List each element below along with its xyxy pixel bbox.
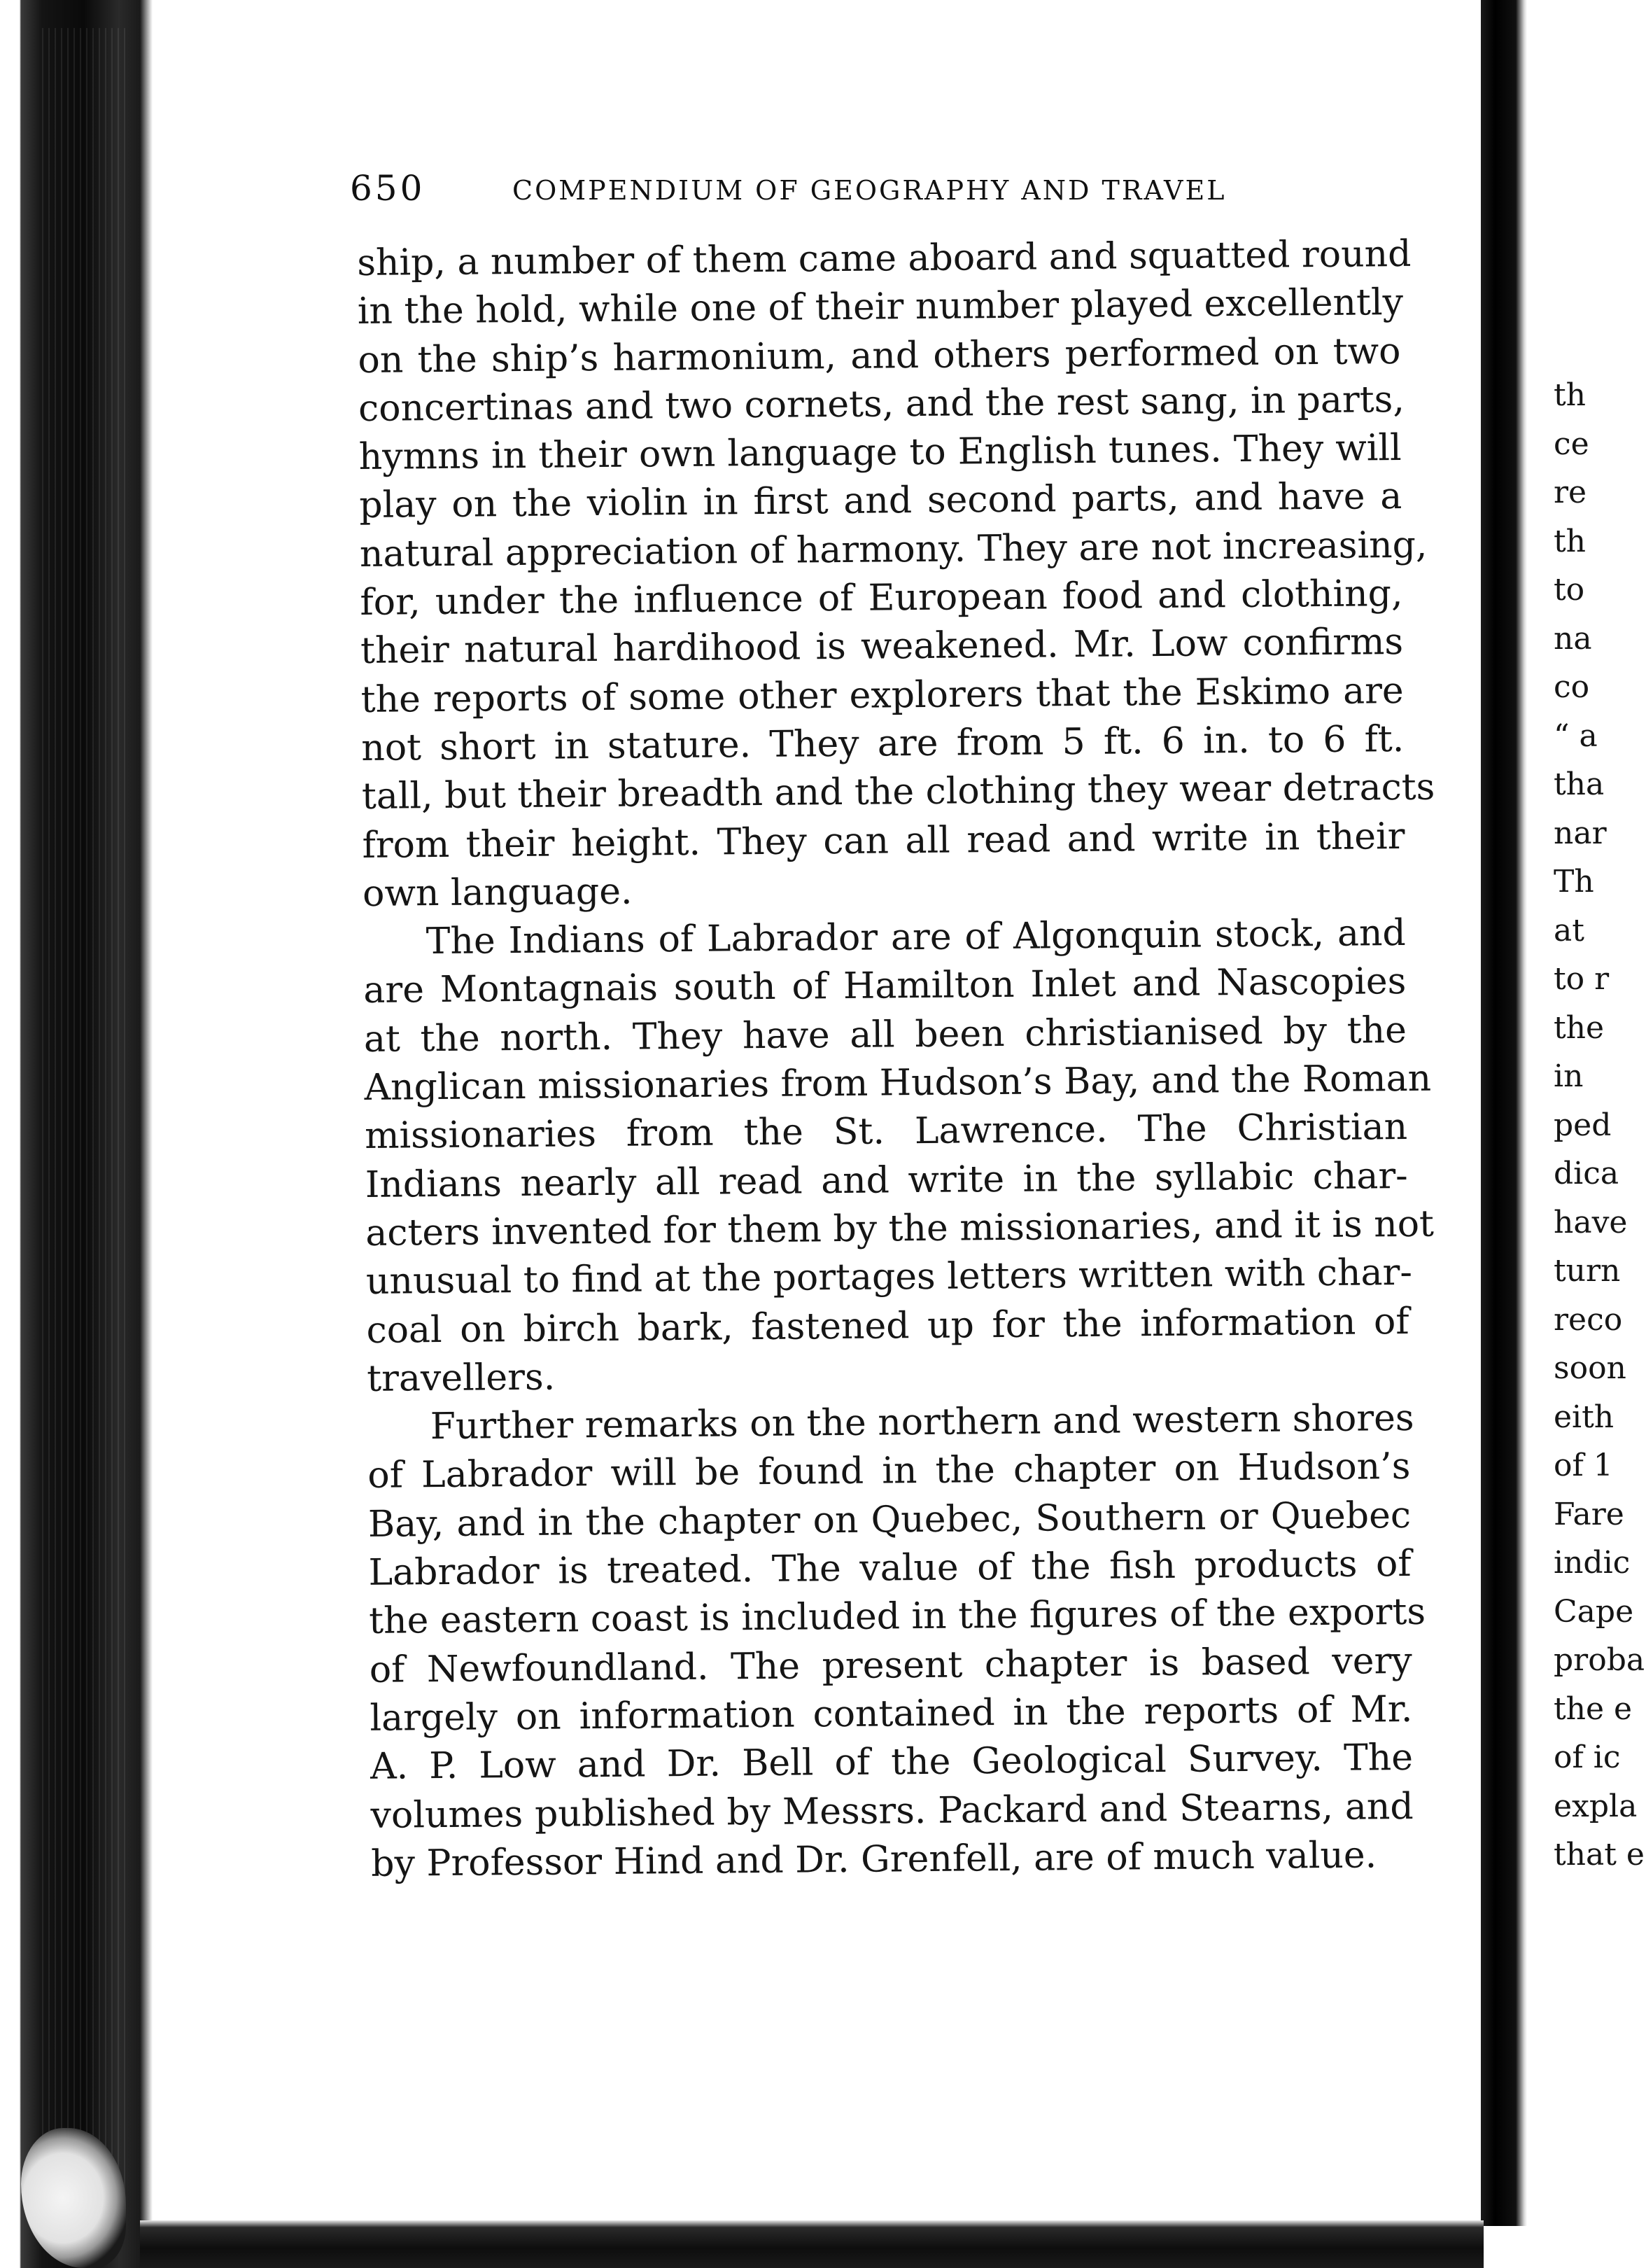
text-line: the reports of some other explorers that the Eskimo are [360,669,1404,721]
text-line: Bay, and in the chapter on Quebec, Southern or Quebec [367,1494,1412,1546]
facing-page-line: re [1554,475,1587,510]
facing-page-line: “ a [1554,718,1598,754]
facing-page-line: the e [1554,1690,1633,1727]
text-line: missionaries from the St. Lawrence. The Christian [364,1106,1408,1158]
text-line: acters invented for them by the missionaries, and it is not [365,1203,1435,1254]
text-line: from their height. They can all read and write in their [362,815,1405,867]
facing-page-line: eith [1554,1399,1615,1435]
page-gutter-shadow [1481,0,1527,2226]
facing-page-line: at [1554,912,1584,948]
text-line: Further remarks on the northern and western shores [430,1397,1414,1448]
facing-page-line: reco [1554,1301,1623,1338]
facing-page-line: expla [1554,1788,1638,1824]
facing-page-line: soon [1554,1350,1626,1386]
facing-page-line: ce [1554,426,1589,462]
facing-page-line: of 1 [1554,1448,1613,1483]
text-line: A. P. Low and Dr. Bell of the Geological Survey. The [370,1737,1414,1788]
text-line: hymns in their own language to English tunes. They will [358,427,1402,479]
text-line: their natural hardihood is weakened. Mr. Low confirms [360,621,1404,673]
facing-page-line: that e [1554,1837,1645,1872]
text-line: Indians nearly all read and write in the syllabic char- [365,1154,1408,1206]
text-line: not short in stature. They are from 5 ft. 6 in. to 6 ft. [361,718,1405,769]
facing-page-line: th [1554,523,1587,559]
text-line: of Labrador will be found in the chapter on Hudson’s [367,1446,1411,1497]
text-line: play on the violin in first and second parts, and have a [359,475,1402,527]
facing-page-line: indic [1554,1545,1631,1581]
text-line: for, under the influence of European food and clothing, [360,573,1403,624]
text-line: on the ship’s harmonium, and others performed on two [358,330,1401,382]
text-line: volumes published by Messrs. Packard and Stearns, and [370,1785,1414,1837]
page-header [350,168,1232,224]
text-line: coal on birch bark, fastened up for the information of [366,1300,1409,1352]
text-line: at the north. They have all been christianised by the [363,1009,1407,1060]
binding-page-stack [42,28,126,2198]
facing-page-line: in [1554,1058,1584,1094]
text-line: Labrador is treated. The value of the fish products of [368,1542,1412,1594]
facing-page-line: have [1554,1204,1628,1240]
text-line: own language. [362,870,633,915]
text-line: ship, a number of them came aboard and squatted round [357,232,1412,284]
facing-page-line: to r [1554,961,1610,997]
facing-page-line: the [1554,1009,1605,1046]
facing-page-line: of ic [1554,1740,1621,1775]
text-line: concertinas and two cornets, and the rest sang, in parts, [358,378,1405,430]
facing-page-line: to [1554,572,1585,608]
facing-page-line: na [1554,620,1592,657]
facing-page-line: proba [1554,1642,1645,1678]
text-line: in the hold, while one of their number played excellently [357,281,1404,333]
text-line: travellers. [366,1356,556,1400]
page-bottom-shadow [140,2220,1484,2268]
text-line: tall, but their breadth and the clothing they wear detracts [361,766,1435,818]
facing-page-line: tha [1554,766,1605,802]
facing-page-line: ped [1554,1107,1612,1143]
text-line: Anglican missionaries from Hudson’s Bay, and the Roman [364,1057,1432,1109]
facing-page-line: nar [1554,815,1607,851]
book-binding-edge [0,0,153,2268]
facing-page-fragment [1554,371,1646,1879]
text-line: unusual to find at the portages letters written with char- [365,1252,1413,1303]
page-number: 650 [350,168,425,209]
text-line: by Professor Hind and Dr. Grenfell, are of much value. [370,1834,1377,1885]
facing-page-line: turn [1554,1253,1621,1289]
text-line: of Newfoundland. The present chapter is based very [369,1639,1413,1691]
text-line: The Indians of Labrador are of Algonquin stock, and [425,912,1406,963]
text-line: the eastern coast is included in the figures of the exports [368,1591,1426,1643]
text-line: natural appreciation of harmony. They are not increasing, [359,524,1428,575]
text-line: largely on information contained in the reports of Mr. [370,1688,1413,1740]
facing-page-line: Th [1554,864,1594,899]
facing-page-line: dica [1554,1156,1619,1191]
facing-page-line: Fare [1554,1496,1624,1532]
running-title: COMPENDIUM OF GEOGRAPHY AND TRAVEL [512,175,1227,206]
text-line: are Montagnais south of Hamilton Inlet and Nascopies [363,960,1407,1012]
body-text [357,230,1435,1889]
facing-page-line: co [1554,669,1590,705]
facing-page-line: th [1554,377,1587,413]
facing-page-line: Cape [1554,1593,1634,1630]
